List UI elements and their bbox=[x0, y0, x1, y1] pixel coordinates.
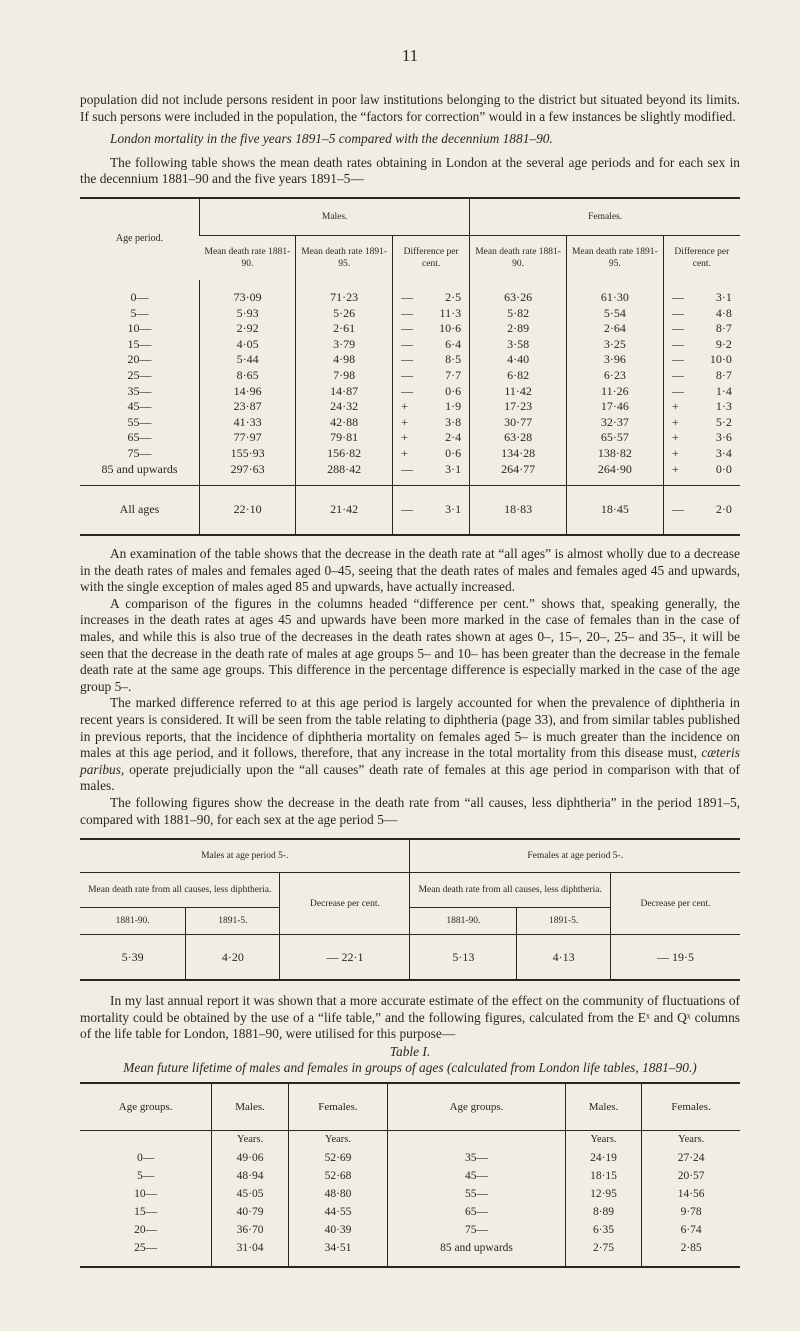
t3-unit-1: Years. bbox=[212, 1130, 288, 1149]
total-fd-value: 2·0 bbox=[715, 502, 732, 517]
female-difference-sign: — bbox=[671, 305, 684, 320]
t2-m1: 5·39 bbox=[80, 935, 186, 981]
lifetime-cell-f1: 44·55 bbox=[288, 1203, 387, 1221]
female-rate-1881: 2·89 bbox=[470, 321, 567, 337]
female-rate-1881: 17·23 bbox=[470, 399, 567, 415]
age-period: 10— bbox=[127, 321, 152, 336]
male-difference-sign: + bbox=[401, 414, 408, 429]
male-difference-sign: — bbox=[401, 305, 414, 320]
lifetime-cell-m1: 49·06 bbox=[212, 1149, 288, 1167]
female-difference-value: 1·3 bbox=[715, 399, 732, 414]
table-row bbox=[80, 399, 740, 415]
paragraph-life-table: In my last annual report it was shown that a more accurate estimate of the effect on the community of fluctuations of mortality could be obtained by the use of a “life table,” and the following figures, calculated from the Eˣ and Qˣ columns of the life table for London, 1881–90, were utilised for this purpose— bbox=[80, 993, 740, 1042]
age-period: 55— bbox=[127, 414, 152, 429]
male-difference-sign: — bbox=[401, 336, 414, 351]
female-rate-1891: 264·90 bbox=[566, 462, 663, 486]
male-difference bbox=[392, 306, 469, 322]
table-row bbox=[80, 446, 740, 462]
age-period: 75— bbox=[127, 445, 152, 460]
paragraph-diphtheria-post: operate prejudicially upon the “all causes” death rate of females at this age period in comparison with that of males. bbox=[80, 761, 740, 794]
female-difference-value: 8·7 bbox=[715, 367, 732, 382]
male-difference-value: 6·4 bbox=[445, 336, 462, 351]
lifetime-cell-f1: 48·80 bbox=[288, 1185, 387, 1203]
diphtheria-table bbox=[80, 838, 740, 981]
t2-f1: 5·13 bbox=[410, 935, 517, 981]
total-f1: 18·83 bbox=[470, 486, 567, 536]
male-rate-1881: 14·96 bbox=[200, 384, 296, 400]
t2-f2: 4·13 bbox=[517, 935, 611, 981]
male-rate-1891: 7·98 bbox=[296, 368, 393, 384]
lifetime-cell-f1: 34·51 bbox=[288, 1239, 387, 1267]
table-row bbox=[80, 1167, 740, 1185]
t2-males-mean-header: Mean death rate from all causes, less diphtheria. bbox=[80, 873, 280, 908]
lifetime-cell-m1: 31·04 bbox=[212, 1239, 288, 1267]
lifetime-cell-a2: 65— bbox=[388, 1203, 566, 1221]
female-rate-1891: 138·82 bbox=[566, 446, 663, 462]
lifetime-cell-f2: 20·57 bbox=[642, 1167, 740, 1185]
female-difference-value: 3·6 bbox=[715, 430, 732, 445]
female-difference bbox=[663, 337, 740, 353]
female-rate-1891: 65·57 bbox=[566, 430, 663, 446]
age-period: 25— bbox=[127, 367, 152, 382]
table-row bbox=[80, 462, 740, 486]
female-rate-1891: 3·25 bbox=[566, 337, 663, 353]
male-rate-1891: 5·26 bbox=[296, 306, 393, 322]
female-difference-sign: + bbox=[671, 399, 679, 414]
female-rate-1891: 5·54 bbox=[566, 306, 663, 322]
male-difference-sign: — bbox=[401, 461, 414, 476]
male-difference bbox=[392, 368, 469, 384]
male-difference bbox=[392, 430, 469, 446]
male-rate-1891: 4·98 bbox=[296, 352, 393, 368]
female-difference bbox=[663, 446, 740, 462]
female-difference bbox=[663, 415, 740, 431]
female-difference-value: 0·0 bbox=[715, 461, 732, 476]
total-m1: 22·10 bbox=[200, 486, 296, 536]
male-rate-1891: 2·61 bbox=[296, 321, 393, 337]
paragraph-diphtheria-pre: The marked difference referred to at this age period is largely accounted for when the prevalence of diphtheria in recent years is considered. It will be seen from the table relating to diphtheria (page 33), and from similar tables published in previous reports, that the incidence of diphtheria mortality on females aged 5– is much greater than the incidence on males at this age period, and it follows, therefore, that any increase in the total mortality from this disease must, bbox=[80, 695, 740, 761]
male-rate-1881: 73·09 bbox=[200, 280, 296, 306]
males-header: Males. bbox=[200, 198, 470, 236]
lifetime-cell-f2: 2·85 bbox=[642, 1239, 740, 1267]
female-rate-1891: 32·37 bbox=[566, 415, 663, 431]
female-difference-value: 3·4 bbox=[715, 445, 732, 460]
t3-age-groups-header-1: Age groups. bbox=[118, 1100, 173, 1113]
total-m2: 21·42 bbox=[296, 486, 393, 536]
lifetime-cell-a2: 85 and upwards bbox=[388, 1239, 566, 1267]
lifetime-cell-m2: 12·95 bbox=[565, 1185, 641, 1203]
age-period: 65— bbox=[127, 430, 152, 445]
age-period: 45— bbox=[127, 399, 152, 414]
t3-males-header-1: Males. bbox=[212, 1083, 288, 1131]
male-difference-value: 8·5 bbox=[445, 352, 462, 367]
male-difference bbox=[392, 384, 469, 400]
lifetime-cell-a1: 15— bbox=[134, 1205, 158, 1218]
total-fs-sign: — bbox=[671, 502, 684, 517]
female-rate-1891: 6·23 bbox=[566, 368, 663, 384]
female-difference bbox=[663, 430, 740, 446]
female-difference-sign: — bbox=[671, 289, 684, 304]
female-difference-value: 9·2 bbox=[715, 336, 732, 351]
female-difference-value: 10·0 bbox=[709, 352, 732, 367]
female-difference bbox=[663, 462, 740, 486]
table-row bbox=[80, 415, 740, 431]
table-row bbox=[80, 430, 740, 446]
lifetime-cell-a1: 0— bbox=[137, 1151, 155, 1164]
t2-m2: 4·20 bbox=[186, 935, 280, 981]
male-rate-1881: 2·92 bbox=[200, 321, 296, 337]
age-period-header: Age period. bbox=[115, 233, 164, 245]
male-difference bbox=[392, 352, 469, 368]
female-difference bbox=[663, 399, 740, 415]
table3-caption: Mean future lifetime of males and females in groups of ages (calculated from London life tables, 1881–90.) bbox=[123, 1059, 697, 1075]
table-row bbox=[80, 935, 740, 981]
lifetime-cell-a1: 10— bbox=[134, 1187, 158, 1200]
male-difference-value: 1·9 bbox=[445, 399, 462, 414]
male-difference-value: 3·8 bbox=[445, 414, 462, 429]
paragraph-diphtheria bbox=[80, 695, 740, 795]
male-difference-sign: — bbox=[401, 352, 414, 367]
t3-unit-3: Years. bbox=[565, 1130, 641, 1149]
female-difference-sign: + bbox=[671, 445, 679, 460]
male-rate-1881: 155·93 bbox=[200, 446, 296, 462]
female-rate-1881: 63·26 bbox=[470, 280, 567, 306]
male-difference bbox=[392, 415, 469, 431]
male-difference-sign: + bbox=[401, 445, 408, 460]
female-rate-1891: 3·96 bbox=[566, 352, 663, 368]
age-period: 0— bbox=[130, 289, 149, 304]
lifetime-cell-a2: 45— bbox=[388, 1167, 566, 1185]
male-difference-sign: — bbox=[401, 367, 414, 382]
t3-age-groups-header-2: Age groups. bbox=[388, 1083, 566, 1131]
female-rate-1881: 6·82 bbox=[470, 368, 567, 384]
table-row bbox=[80, 384, 740, 400]
t2-females-header: Females at age period 5-. bbox=[410, 839, 740, 873]
total-fd bbox=[663, 486, 740, 536]
lifetime-cell-m1: 48·94 bbox=[212, 1167, 288, 1185]
male-difference-sign: + bbox=[401, 399, 408, 414]
female-rate-1891: 61·30 bbox=[566, 280, 663, 306]
table-row bbox=[80, 368, 740, 384]
male-rate-1881: 4·05 bbox=[200, 337, 296, 353]
section-heading: London mortality in the five years 1891–5 compared with the decennium 1881–90. bbox=[110, 131, 553, 147]
male-rate-1881: 41·33 bbox=[200, 415, 296, 431]
col-male-mean-1881: Mean death rate 1881-90. bbox=[200, 235, 296, 280]
total-age: All ages bbox=[80, 486, 200, 536]
table-row bbox=[80, 1239, 740, 1267]
male-difference-value: 10·6 bbox=[439, 321, 462, 336]
table-row-all-ages bbox=[80, 486, 740, 536]
male-difference bbox=[392, 321, 469, 337]
t2-females-decrease-header: Decrease per cent. bbox=[611, 873, 741, 935]
lifetime-cell-m1: 36·70 bbox=[212, 1221, 288, 1239]
t3-unit-4: Years. bbox=[642, 1130, 740, 1149]
paragraph-following-figures: The following figures show the decrease in the death rate from “all causes, less diphtheria” in the period 1891–5, compared with 1881–90, for each sex at the age period 5— bbox=[80, 795, 740, 827]
table-row bbox=[80, 306, 740, 322]
death-rate-table-body bbox=[80, 280, 740, 486]
male-difference-value: 11·3 bbox=[439, 305, 462, 320]
female-rate-1881: 264·77 bbox=[470, 462, 567, 486]
male-rate-1891: 288·42 bbox=[296, 462, 393, 486]
table-row bbox=[80, 352, 740, 368]
male-rate-1891: 42·88 bbox=[296, 415, 393, 431]
total-f2: 18·45 bbox=[566, 486, 663, 536]
female-rate-1881: 5·82 bbox=[470, 306, 567, 322]
female-difference bbox=[663, 352, 740, 368]
lifetime-cell-m2: 24·19 bbox=[565, 1149, 641, 1167]
table-row bbox=[80, 321, 740, 337]
female-difference-sign: — bbox=[671, 321, 684, 336]
female-difference-sign: + bbox=[671, 461, 679, 476]
t2-m-year1: 1881-90. bbox=[80, 908, 186, 935]
table-row bbox=[80, 1203, 740, 1221]
female-difference bbox=[663, 321, 740, 337]
col-male-difference: Difference per cent. bbox=[392, 235, 469, 280]
lifetime-cell-f1: 40·39 bbox=[288, 1221, 387, 1239]
table-row bbox=[80, 1149, 740, 1167]
document-page bbox=[80, 46, 740, 1268]
female-difference-value: 8·7 bbox=[715, 321, 732, 336]
death-rate-table bbox=[80, 197, 740, 536]
male-rate-1891: 14·87 bbox=[296, 384, 393, 400]
lifetime-cell-f2: 14·56 bbox=[642, 1185, 740, 1203]
lifetime-table bbox=[80, 1082, 740, 1268]
page-number: 11 bbox=[401, 46, 419, 65]
paragraph-comparison: A comparison of the figures in the columns headed “difference per cent.” shows that, speaking generally, the increases in the death rates at ages 45 and upwards have been more marked in the case of females than in the case of males, and while this is also true of the decreases in the death rates shown at ages 0–, 15–, 20–, 25– and 35–, it will be seen that the decrease in the death rate of males at age groups 5– and 10– has been greater than the decrease in the female death rate at the same age groups. This difference in the percentage difference is especially marked in the case of the age group 5–. bbox=[80, 595, 740, 694]
male-difference bbox=[392, 280, 469, 306]
male-rate-1881: 5·93 bbox=[200, 306, 296, 322]
male-rate-1891: 3·79 bbox=[296, 337, 393, 353]
age-period: 5— bbox=[130, 305, 149, 320]
lifetime-cell-f1: 52·68 bbox=[288, 1167, 387, 1185]
lifetime-cell-f2: 27·24 bbox=[642, 1149, 740, 1167]
male-rate-1881: 23·87 bbox=[200, 399, 296, 415]
table-row bbox=[80, 280, 740, 306]
t2-m-year2: 1891-5. bbox=[186, 908, 280, 935]
lifetime-cell-a1: 25— bbox=[134, 1241, 158, 1254]
female-rate-1881: 63·28 bbox=[470, 430, 567, 446]
t2-males-header: Males at age period 5-. bbox=[201, 851, 289, 862]
intro-paragraph: population did not include persons resident in poor law institutions belonging to the district but situated beyond its limits. If such persons were included in the population, the “factors for correction” would in a few instances be slightly modified. bbox=[80, 92, 740, 124]
table-row bbox=[80, 1185, 740, 1203]
total-ms-sign: — bbox=[401, 502, 414, 517]
table-row bbox=[80, 1221, 740, 1239]
male-difference bbox=[392, 337, 469, 353]
male-rate-1891: 79·81 bbox=[296, 430, 393, 446]
female-difference-value: 1·4 bbox=[715, 383, 732, 398]
female-rate-1891: 11·26 bbox=[566, 384, 663, 400]
col-female-mean-1881: Mean death rate 1881-90. bbox=[470, 235, 567, 280]
t2-females-mean-header: Mean death rate from all causes, less diphtheria. bbox=[410, 873, 611, 908]
total-md-value: 3·1 bbox=[445, 502, 462, 517]
age-period: 20— bbox=[127, 352, 152, 367]
female-difference-sign: — bbox=[671, 336, 684, 351]
paragraph-diphtheria-italic: cæteris paribus, bbox=[80, 745, 740, 777]
lifetime-cell-m1: 45·05 bbox=[212, 1185, 288, 1203]
t2-md: — 22·1 bbox=[280, 935, 410, 981]
female-difference bbox=[663, 280, 740, 306]
male-difference bbox=[392, 462, 469, 486]
lifetime-cell-f1: 52·69 bbox=[288, 1149, 387, 1167]
t3-unit-2: Years. bbox=[288, 1130, 387, 1149]
female-difference-value: 3·1 bbox=[715, 289, 732, 304]
male-rate-1881: 77·97 bbox=[200, 430, 296, 446]
lifetime-cell-a2: 75— bbox=[388, 1221, 566, 1239]
male-difference-value: 0·6 bbox=[445, 445, 462, 460]
age-period: 85 and upwards bbox=[101, 461, 178, 476]
lifetime-cell-a2: 55— bbox=[388, 1185, 566, 1203]
male-rate-1881: 8·65 bbox=[200, 368, 296, 384]
female-difference-sign: — bbox=[671, 352, 684, 367]
female-rate-1881: 4·40 bbox=[470, 352, 567, 368]
male-difference-sign: — bbox=[401, 289, 414, 304]
male-difference-value: 2·4 bbox=[445, 430, 462, 445]
total-md bbox=[392, 486, 469, 536]
t2-f-year1: 1881-90. bbox=[410, 908, 517, 935]
male-difference bbox=[392, 399, 469, 415]
male-rate-1891: 156·82 bbox=[296, 446, 393, 462]
female-difference-sign: + bbox=[671, 430, 679, 445]
lifetime-cell-m2: 6·35 bbox=[565, 1221, 641, 1239]
t3-females-header-1: Females. bbox=[288, 1083, 387, 1131]
male-difference-sign: + bbox=[401, 430, 408, 445]
female-rate-1881: 3·58 bbox=[470, 337, 567, 353]
t2-f-year2: 1891-5. bbox=[517, 908, 611, 935]
t2-fd: — 19·5 bbox=[611, 935, 741, 981]
t3-males-header-2: Males. bbox=[565, 1083, 641, 1131]
lifetime-cell-m2: 8·89 bbox=[565, 1203, 641, 1221]
male-rate-1881: 297·63 bbox=[200, 462, 296, 486]
female-difference-sign: — bbox=[671, 367, 684, 382]
male-difference bbox=[392, 446, 469, 462]
male-rate-1891: 24·32 bbox=[296, 399, 393, 415]
male-difference-value: 2·5 bbox=[445, 289, 462, 304]
male-difference-value: 0·6 bbox=[445, 383, 462, 398]
male-difference-value: 3·1 bbox=[445, 461, 462, 476]
female-rate-1881: 11·42 bbox=[470, 384, 567, 400]
female-rate-1881: 134·28 bbox=[470, 446, 567, 462]
lifetime-cell-a1: 5— bbox=[137, 1169, 155, 1182]
female-rate-1891: 2·64 bbox=[566, 321, 663, 337]
female-difference bbox=[663, 368, 740, 384]
table-row-units bbox=[80, 1130, 740, 1149]
female-difference bbox=[663, 384, 740, 400]
male-rate-1891: 71·23 bbox=[296, 280, 393, 306]
lifetime-cell-f2: 6·74 bbox=[642, 1221, 740, 1239]
paragraph-examination: An examination of the table shows that the decrease in the death rate at “all ages” is almost wholly due to a decrease in the death rates of males and females aged 0–45, seeing that the death rates of males and females aged 45 and upwards, with the single exception of males aged 85 and upwards, have actually increased. bbox=[80, 546, 740, 595]
lifetime-cell-a1: 20— bbox=[134, 1223, 158, 1236]
lifetime-cell-a2: 35— bbox=[388, 1149, 566, 1167]
male-rate-1881: 5·44 bbox=[200, 352, 296, 368]
female-rate-1881: 30·77 bbox=[470, 415, 567, 431]
female-difference-value: 5·2 bbox=[715, 414, 732, 429]
table3-title: Table I. bbox=[389, 1043, 431, 1059]
t3-females-header-2: Females. bbox=[642, 1083, 740, 1131]
lifetime-cell-m2: 2·75 bbox=[565, 1239, 641, 1267]
male-difference-sign: — bbox=[401, 321, 414, 336]
female-rate-1891: 17·46 bbox=[566, 399, 663, 415]
col-male-mean-1891: Mean death rate 1891-95. bbox=[296, 235, 393, 280]
col-female-difference: Difference per cent. bbox=[663, 235, 740, 280]
male-difference-sign: — bbox=[401, 383, 414, 398]
lifetime-cell-m2: 18·15 bbox=[565, 1167, 641, 1185]
female-difference bbox=[663, 306, 740, 322]
male-difference-value: 7·7 bbox=[445, 367, 462, 382]
col-female-mean-1891: Mean death rate 1891-95. bbox=[566, 235, 663, 280]
age-period: 35— bbox=[127, 383, 152, 398]
females-header: Females. bbox=[470, 198, 740, 236]
t2-males-decrease-header: Decrease per cent. bbox=[280, 873, 410, 935]
female-difference-sign: — bbox=[671, 383, 684, 398]
lifetime-table-body bbox=[80, 1130, 740, 1267]
lifetime-cell-m1: 40·79 bbox=[212, 1203, 288, 1221]
female-difference-value: 4·8 bbox=[715, 305, 732, 320]
table-row bbox=[80, 337, 740, 353]
age-period: 15— bbox=[127, 336, 152, 351]
female-difference-sign: + bbox=[671, 414, 679, 429]
table1-intro: The following table shows the mean death rates obtaining in London at the several age periods and for each sex in the decennium 1881–90 and the five years 1891–5— bbox=[80, 154, 740, 187]
lifetime-cell-f2: 9·78 bbox=[642, 1203, 740, 1221]
